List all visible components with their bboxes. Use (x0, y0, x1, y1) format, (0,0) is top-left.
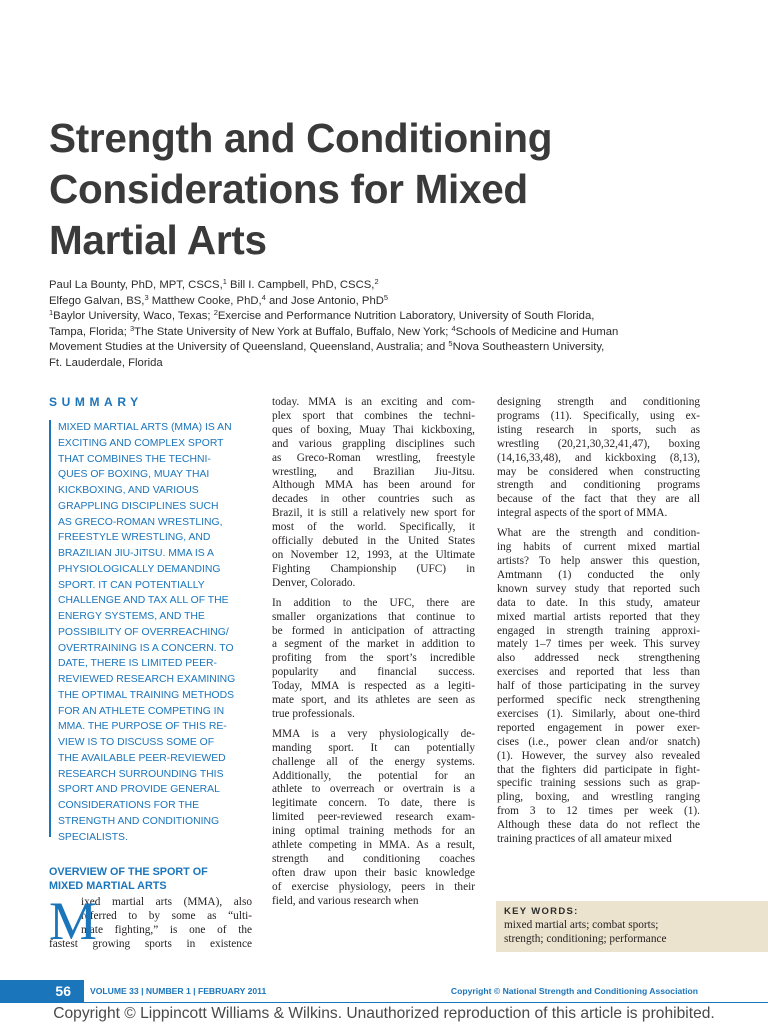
text-line: Fighting Championship (UFC) in (272, 562, 475, 575)
text-line: from 3 to 12 times per week (1). (497, 805, 700, 818)
text-line: Amtmann (1) conducted the only (497, 568, 700, 581)
text-line: In addition to the UFC, there are (272, 596, 475, 609)
text-line: smaller organizations that continue to (272, 610, 475, 623)
text-line: mate sport, and its athletes are seen as (272, 694, 475, 707)
section-heading-line: OVERVIEW OF THE SPORT OF (49, 866, 208, 878)
text-line: challenge all of the energy systems. (272, 755, 475, 768)
text-line: Brazil, it is still a relatively new sport for (272, 507, 475, 520)
text-line: mately 1–7 times per week. This survey (497, 638, 700, 651)
summary-heading: SUMMARY (49, 395, 143, 409)
footer-rule (84, 1002, 768, 1003)
text-line: strength and conditioning coaches (272, 853, 475, 865)
summary-line: AS GRECO-ROMAN WRESTLING, (58, 516, 223, 528)
summary-line: MMA. THE PURPOSE OF THIS RE- (58, 721, 227, 733)
page-number: 56 (0, 980, 84, 1003)
text-line: strength and conditioning programs (497, 479, 700, 492)
text-line: half of those participating in the survey (497, 680, 700, 693)
text-line: plex sport that combines the techni- (272, 409, 475, 422)
author-line: Elfego Galvan, BS,$^3$ Matthew Cooke, PhD,$^4$ and Jose Antonio, PhD$^5$ (49, 292, 389, 307)
summary-line: OVERTRAINING IS A CONCERN. TO (58, 642, 234, 654)
text-line: often draw upon their basic knowledge (272, 866, 475, 879)
text-line: because of the fact that they are all (497, 493, 700, 506)
summary-line: POSSIBILITY OF OVERREACHING/ (58, 626, 229, 638)
summary-line: MIXED MARTIAL ARTS (MMA) IS AN (58, 422, 232, 433)
summary-line: BRAZILIAN JIU-JITSU. MMA IS A (58, 548, 214, 559)
summary-line: CHALLENGE AND TAX ALL OF THE (58, 595, 229, 607)
text-line: (1). However, the survey also revealed (497, 749, 700, 762)
text-line: officially debuted in the United States (272, 535, 475, 548)
text-line: data to date. In this study, amateur (497, 596, 700, 609)
summary-line: KICKBOXING, AND VARIOUS (58, 485, 199, 496)
text-line: ing habits of current mixed martial (497, 541, 700, 554)
article-title (49, 113, 739, 266)
text-line: specific training sessions such as grap- (497, 777, 700, 790)
text-line: Although MMA has been around for (272, 479, 475, 492)
summary-line: SPORT AND PROVIDE GENERAL (58, 784, 220, 796)
association-copyright: Copyright © National Strength and Conditioning Association (450, 986, 698, 996)
summary-line: STRENGTH AND CONDITIONING (58, 815, 220, 827)
text-line: wrestling, and Brazilian Jiu-Jitsu. (272, 465, 475, 478)
text-line: limited peer-reviewed research exam- (272, 811, 475, 824)
text-line: exercises (1). Similarly, about one-third (497, 707, 700, 720)
text-line: be formed in anticipation of attracting (272, 624, 475, 637)
text-line: true professionals. (272, 707, 355, 720)
keywords-label: KEY WORDS: (504, 906, 579, 917)
text-line: integral aspects of the sport of MMA. (497, 507, 668, 520)
summary-text (58, 420, 261, 845)
text-line: fastest growing sports in existence (49, 937, 252, 950)
keywords-box (496, 901, 768, 952)
title-line: Considerations for Mixed (49, 166, 528, 212)
summary-line: RESEARCH SURROUNDING THIS (58, 768, 224, 780)
text-line: on November 12, 1993, at the Ultimate (272, 548, 475, 561)
keywords-line: strength; conditioning; performance (504, 932, 667, 945)
text-line: Denver, Colorado. (272, 576, 356, 589)
text-line: engaged in strength training approxi- (497, 624, 700, 637)
summary-line: REVIEWED RESEARCH EXAMINING (58, 674, 236, 685)
body-column-3 (497, 396, 700, 847)
summary-line: CONSIDERATIONS FOR THE (58, 800, 200, 811)
summary-line: VIEW IS TO DISCUSS SOME OF (58, 737, 215, 748)
text-line: designing strength and conditioning (497, 396, 700, 408)
text-line: field, and various research when (272, 894, 419, 907)
text-line: referred to by some as “ulti- (81, 909, 252, 922)
text-line: Today, MMA is respected as a legiti- (272, 680, 475, 693)
text-line: pling, boxing, and wrestling ranging (497, 791, 700, 804)
summary-box (49, 420, 261, 843)
text-line: What are the strength and condition- (497, 527, 700, 540)
summary-line: THE OPTIMAL TRAINING METHODS (58, 689, 235, 701)
keywords-line: mixed martial arts; combat sports; (504, 919, 659, 931)
text-line: that the fighters did participate in fight- (497, 763, 700, 776)
section-heading-line: MIXED MARTIAL ARTS (49, 879, 167, 892)
text-line: today. MMA is an exciting and com- (272, 396, 475, 408)
text-line: Although these data do not reflect the (497, 819, 700, 832)
summary-line: THAT COMBINES THE TECHNI- (58, 453, 211, 465)
text-line: training practices of all amateur mixed (497, 833, 672, 846)
text-line: and various grappling disciplines such (272, 437, 475, 450)
text-line: may be considered when constructing (497, 465, 700, 478)
text-line: decades in other countries such as (272, 493, 475, 506)
text-line: also addressed neck strengthening (497, 652, 700, 665)
text-line: reported engagement in power exer- (497, 721, 700, 734)
text-line: programs (11). Specifically, using ex- (497, 409, 700, 422)
text-line: athlete competing in MMA. As a result, (272, 839, 475, 852)
body-column-2 (272, 396, 475, 909)
text-line: popularity and financial success. (272, 666, 475, 679)
text-line: wrestling (20,21,30,32,41,47), boxing (497, 437, 700, 450)
text-line: a segment of the market in addition to (272, 638, 475, 651)
overview-paragraph (49, 891, 252, 952)
text-line: most of the world. Specifically, it (272, 521, 475, 534)
summary-line: GRAPPLING DISCIPLINES SUCH (58, 500, 219, 512)
text-line: mixed martial artists reported that they (497, 610, 700, 623)
author-block (49, 278, 739, 371)
summary-line: EXCITING AND COMPLEX SPORT (58, 437, 224, 449)
title-line: Strength and Conditioning (49, 115, 553, 161)
text-line: as Greco-Roman wrestling, freestyle (272, 451, 475, 464)
text-line: ques of boxing, Muay Thai kickboxing, (272, 423, 475, 436)
section-heading-overview (49, 866, 264, 893)
summary-line: DATE, THERE IS LIMITED PEER- (58, 658, 217, 670)
text-line: legitimate concern. To date, there is (272, 797, 475, 810)
text-line: MMA is a very physiologically de- (272, 727, 475, 740)
text-line: mate fighting,” is one of the (81, 923, 252, 936)
text-line: performed specific neck strengthening (497, 694, 700, 707)
text-line: manding sport. It can potentially (272, 741, 475, 754)
summary-line: THE AVAILABLE PEER-REVIEWED (58, 752, 226, 764)
author-line: Paul La Bounty, PhD, MPT, CSCS,$^1$ Bill I. Campbell, PhD, CSCS,$^2$ (49, 277, 379, 291)
text-line: known survey study that reported such (497, 582, 700, 595)
summary-line: FOR AN ATHLETE COMPETING IN (58, 705, 225, 717)
text-line: profiting from the sport’s incredible (272, 652, 475, 665)
text-line: of exercise physiology, peers in their (272, 880, 475, 893)
text-line: isting research in sports, such as (497, 423, 700, 436)
copyright-notice: Copyright © Lippincott Williams & Wilkins. Unauthorized reproduction of this article is prohibited. (53, 1005, 715, 1022)
text-line: athlete to overreach or overtrain is a (272, 783, 475, 796)
text-line: ixed martial arts (MMA), also (81, 896, 252, 908)
issue-info: VOLUME 33 | NUMBER 1 | FEBRUARY 2011 (90, 986, 267, 996)
summary-line: SPECIALISTS. (58, 831, 128, 843)
summary-line: ENERGY SYSTEMS, AND THE (58, 611, 205, 622)
text-line: Additionally, the potential for an (272, 769, 475, 782)
affiliation-line: Tampa, Florida; $^3$The State University of New York at Buffalo, Buffalo, New York; $^4$Schools of Medicine and Human (49, 323, 619, 338)
affiliation-line: Ft. Lauderdale, Florida (49, 356, 163, 369)
drop-cap: M (49, 891, 98, 951)
keywords-text (504, 919, 768, 946)
summary-line: PHYSIOLOGICALLY DEMANDING (58, 563, 221, 575)
summary-heading-wrap (49, 395, 143, 409)
affiliation-line: Movement Studies at the University of Queensland, Queensland, Australia; and $^5$Nova Southeastern University, (49, 339, 605, 353)
summary-line: SPORT. IT CAN POTENTIALLY (58, 579, 205, 591)
summary-line: FREESTYLE WRESTLING, AND (58, 532, 211, 544)
affiliation-line: $^1$Baylor University, Waco, Texas; $^2$Exercise and Performance Nutrition Laboratory, University of South Florida, (49, 308, 595, 322)
title-line: Martial Arts (49, 217, 267, 263)
text-line: artists? To help answer this question, (497, 554, 700, 567)
text-line: ining optimal training methods for an (272, 825, 475, 838)
text-line: (14,16,33,48), and kickboxing (8,13), (497, 451, 700, 464)
summary-line: QUES OF BOXING, MUAY THAI (58, 469, 210, 481)
text-line: cises (i.e., power clean and/or snatch) (497, 735, 700, 748)
text-line: exercises and reported that less than (497, 666, 700, 679)
